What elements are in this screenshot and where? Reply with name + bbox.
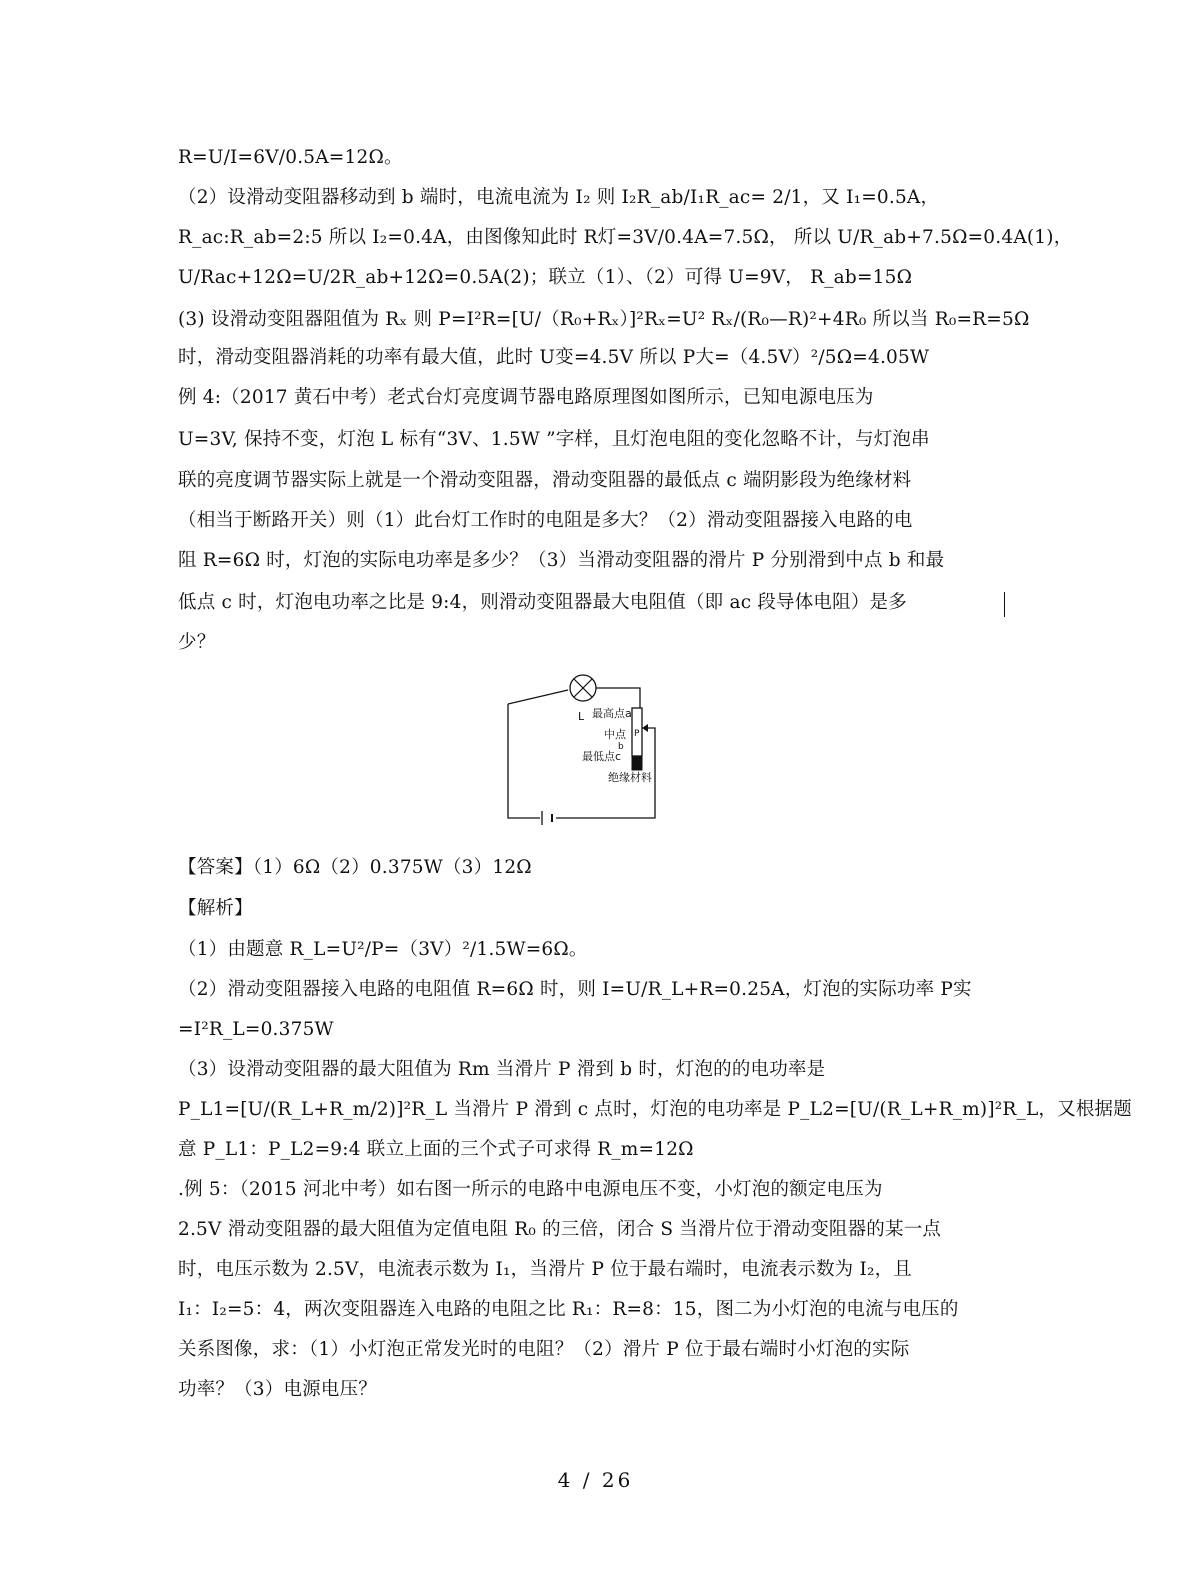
- text-line: 时，滑动变阻器消耗的功率有最大值，此时 U变=4.5V 所以 P大=（4.5V）²/5Ω=4.05W: [178, 347, 930, 368]
- text-line: 2.5V 滑动变阻器的最大阻值为定值电阻 R₀ 的三倍，闭合 S 当滑片位于滑动变阻器的某一点: [178, 1219, 942, 1240]
- text-line: 少？: [178, 632, 216, 653]
- label-b: b: [618, 742, 624, 752]
- text-line: I₁：I₂=5：4，两次变阻器连入电路的电阻之比 R₁：R=8：15，图二为小灯泡的电流与电压的: [178, 1299, 959, 1320]
- text-line: 意 P_L1：P_L2=9:4 联立上面的三个式子可求得 R_m=12Ω: [178, 1139, 694, 1160]
- page-number: 4 / 26: [557, 1468, 634, 1492]
- text-line: 例 4:（2017 黄石中考）老式台灯亮度调节器电路原理图如图所示，已知电源电压为: [178, 387, 874, 408]
- text-line: （1）由题意 R_L=U²/P=（3V）²/1.5W=6Ω。: [178, 939, 588, 960]
- text-line: （相当于断路开关）则（1）此台灯工作时的电阻是多大？（2）滑动变阻器接入电路的电: [178, 510, 913, 531]
- wire-lamp-right: [596, 688, 640, 708]
- text-line: .例 5：（2015 河北中考）如右图一所示的电路中电源电压不变，小灯泡的额定电压为: [178, 1179, 883, 1200]
- lamp-label: L: [578, 710, 585, 723]
- text-line: 阻 R=6Ω 时，灯泡的实际电功率是多少？（3）当滑动变阻器的滑片 P 分别滑到中点 b 和最: [178, 550, 945, 571]
- text-line: 关系图像，求：（1）小灯泡正常发光时的电阻？（2）滑片 P 位于最右端时小灯泡的实际: [178, 1339, 910, 1360]
- slider-arrow-icon: [642, 724, 648, 732]
- label-top-point: 最高点a: [592, 707, 632, 720]
- text-line: （2）设滑动变阻器移动到 b 端时，电流电流为 I₂ 则 I₂R_ab/I₁R_ac= 2/1，又 I₁=0.5A，: [178, 187, 940, 208]
- label-slider: P: [634, 729, 640, 739]
- text-line: 低点 c 时，灯泡电功率之比是 9:4，则滑动变阻器最大电阻值（即 ac 段导体电阻）是多: [178, 592, 907, 613]
- text-line: 时，电压示数为 2.5V，电流表示数为 I₁，当滑片 P 位于最右端时，电流表示数为 I₂，且: [178, 1259, 912, 1280]
- text-line: =I²R_L=0.375W: [178, 1019, 334, 1040]
- text-line: （2）滑动变阻器接入电路的电阻值 R=6Ω 时，则 I=U/R_L+R=0.25A，灯泡的实际功率 P实: [178, 979, 972, 1000]
- text-line: 联的亮度调节器实际上就是一个滑动变阻器，滑动变阻器的最低点 c 端阴影段为绝缘材料: [178, 470, 912, 491]
- text-line: P_L1=[U/(R_L+R_m/2)]²R_L 当滑片 P 滑到 c 点时，灯泡的电功率是 P_L2=[U/(R_L+R_m)]²R_L，又根据题: [178, 1099, 1132, 1120]
- circuit-svg: [500, 668, 660, 834]
- wire-top-left: [508, 690, 568, 704]
- label-insulation: 绝缘材料: [608, 771, 652, 784]
- slider-wire: [645, 728, 655, 772]
- text-line: 功率？（3）电源电压？: [178, 1379, 377, 1400]
- text-line: 【答案】（1）6Ω（2）0.375W（3）12Ω: [178, 857, 532, 878]
- insulation-block: [632, 756, 642, 770]
- text-cursor: [1004, 592, 1005, 617]
- text-line: R=U/I=6V/0.5A=12Ω。: [178, 147, 403, 168]
- wire-left: [508, 704, 540, 818]
- label-mid-point: 中点: [604, 728, 626, 741]
- label-low-point: 最低点c: [582, 750, 622, 763]
- text-line: （3）设滑动变阻器的最大阻值为 Rm 当滑片 P 滑到 b 时，灯泡的的电功率是: [178, 1059, 826, 1080]
- text-line: U/Rac+12Ω=U/2R_ab+12Ω=0.5A(2)；联立（1）、（2）可得 U=9V， R_ab=15Ω: [178, 267, 913, 288]
- text-line: U=3V, 保持不变，灯泡 L 标有“3V、1.5W ”字样，且灯泡电阻的变化忽略不计，与灯泡串: [178, 429, 930, 450]
- text-line: (3) 设滑动变阻器阻值为 Rₓ 则 P=I²R=[U/（R₀+Rₓ）]²Rₓ=U² Rₓ/(R₀—R)²+4R₀ 所以当 R₀=R=5Ω: [178, 309, 1030, 330]
- text-line: R_ac:R_ab=2:5 所以 I₂=0.4A，由图像知此时 R灯=3V/0.4A=7.5Ω， 所以 U/R_ab+7.5Ω=0.4A(1)，: [178, 227, 1073, 248]
- circuit-diagram: [500, 668, 660, 834]
- text-line: 【解析】: [178, 898, 253, 919]
